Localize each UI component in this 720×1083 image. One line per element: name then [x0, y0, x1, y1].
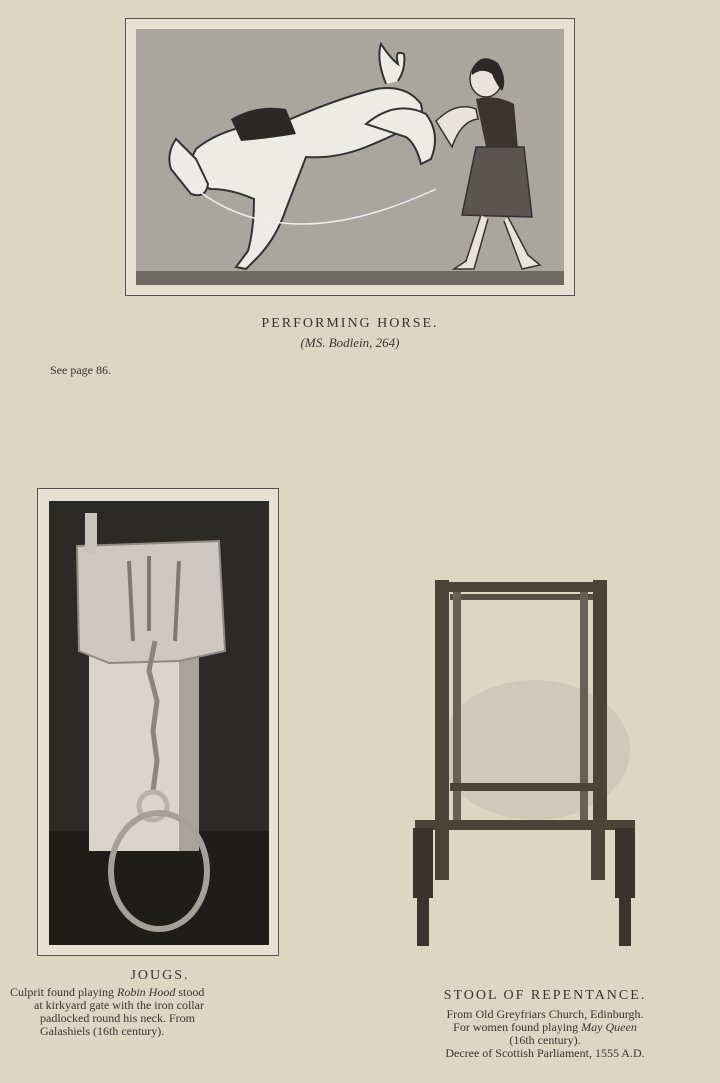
jougs-line1-b: stood [175, 985, 205, 999]
performing-horse-title: PERFORMING HORSE. [261, 316, 439, 331]
stool-line4: Decree of Scottish Parliament, 1555 A.D. [445, 1046, 645, 1060]
stool-illustration [395, 570, 655, 955]
jougs-line3: padlocked round his neck. From [40, 1011, 195, 1025]
stool-line2-a: For women found playing [453, 1020, 582, 1034]
stool-description [372, 1008, 718, 1060]
jougs-line1-italic: Robin Hood [117, 985, 176, 999]
jougs-line2: at kirkyard gate with the iron collar [34, 998, 204, 1012]
stool-line1: From Old Greyfriars Church, Edinburgh. [446, 1007, 644, 1021]
jougs-line1-a: Culprit found playing [10, 985, 117, 999]
performing-horse-source: (MS. Bodlein, 264) [300, 335, 400, 350]
jougs-plate [37, 488, 279, 956]
stool-line2-italic: May Queen [581, 1020, 637, 1034]
see-page-note: See page 86. [50, 363, 111, 377]
stool-of-repentance-photograph [395, 570, 655, 955]
stool-line3: (16th century). [509, 1033, 581, 1047]
jougs-description [10, 986, 350, 1038]
jougs-title: JOUGS. [130, 968, 190, 983]
stool-title: STOOL OF REPENTANCE. [443, 988, 647, 1003]
jougs-line4: Galashiels (16th century). [40, 1024, 165, 1038]
performing-horse-illustration [136, 29, 564, 285]
performing-horse-plate [125, 18, 575, 296]
jougs-photograph [49, 501, 269, 945]
